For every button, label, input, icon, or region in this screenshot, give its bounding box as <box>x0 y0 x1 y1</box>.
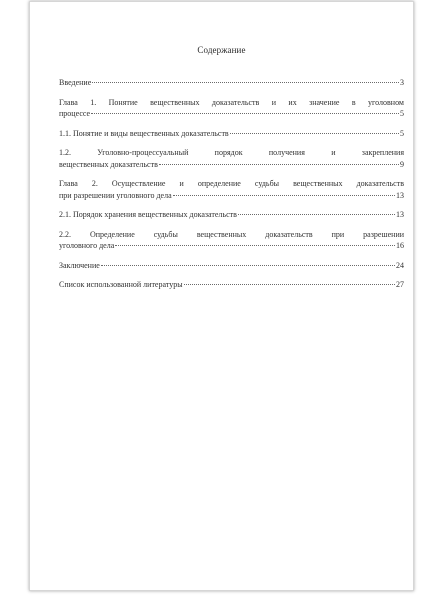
toc-entry-text: при разрешении уголовного дела <box>59 190 172 200</box>
dot-leader <box>92 82 399 83</box>
toc-entry-text: Заключение <box>59 260 100 270</box>
toc-entry-first-line: 1.2. Уголовно-процессуальный порядок получения и закрепления <box>59 148 404 157</box>
toc-entry-first-line: Глава 1. Понятие вещественных доказательств и их значение в уголовном <box>59 97 404 107</box>
toc-page-number: 27 <box>396 280 404 289</box>
toc-entry-text: процессе <box>59 109 91 118</box>
toc-entry-line <box>59 279 404 291</box>
toc-entry-section-1-2 <box>59 147 404 170</box>
toc-page-number: 5 <box>400 128 404 138</box>
toc-entry-text: Список использованной литературы <box>59 280 183 289</box>
dot-leader <box>91 113 399 114</box>
toc-entry-text: уголовного дела <box>59 241 115 250</box>
toc-entry-introduction <box>59 77 404 89</box>
toc-entry-section-2-1 <box>59 209 404 221</box>
table-of-contents <box>59 77 404 299</box>
toc-entry-chapter-2 <box>59 178 404 201</box>
toc-page-number: 9 <box>400 159 404 169</box>
dot-leader <box>184 284 395 285</box>
dot-leader <box>173 195 395 196</box>
toc-page-number: 3 <box>400 78 404 87</box>
toc-entry-bibliography <box>59 279 404 291</box>
toc-entry-text: вещественных доказательств <box>59 159 158 169</box>
toc-page-number: 5 <box>400 109 404 118</box>
toc-page-number: 13 <box>396 210 404 219</box>
toc-page-number: 16 <box>396 241 404 250</box>
toc-page-number: 13 <box>396 190 404 200</box>
toc-entry-section-2-2 <box>59 229 404 252</box>
toc-page-number: 24 <box>396 260 404 270</box>
toc-entry-line <box>59 260 404 272</box>
dot-leader <box>230 133 399 134</box>
toc-entry-conclusion <box>59 260 404 272</box>
toc-entry-line <box>59 190 404 202</box>
dot-leader <box>115 245 395 246</box>
toc-entry-section-1-1 <box>59 128 404 140</box>
dot-leader <box>159 164 399 165</box>
document-page <box>29 1 414 591</box>
toc-entry-text: Введение <box>59 78 92 87</box>
toc-entry-first-line: 2.2. Определение судьбы вещественных доказательств при разрешении <box>59 229 404 239</box>
toc-entry-line <box>59 128 404 140</box>
toc-entry-line <box>59 159 404 171</box>
dot-leader <box>101 265 395 266</box>
toc-entry-line <box>59 77 404 89</box>
toc-entry-line <box>59 108 404 120</box>
toc-entry-text: 2.1. Порядок хранения вещественных доказательств <box>59 210 237 219</box>
toc-entry-line <box>59 209 404 221</box>
toc-title: Содержание <box>197 45 246 55</box>
toc-entry-first-line: Глава 2. Осуществление и определение судьбы вещественных доказательств <box>59 179 404 188</box>
toc-entry-line <box>59 240 404 252</box>
toc-entry-text: 1.1. Понятие и виды вещественных доказательств <box>59 128 229 138</box>
toc-entry-chapter-1 <box>59 97 404 120</box>
dot-leader <box>238 214 395 215</box>
